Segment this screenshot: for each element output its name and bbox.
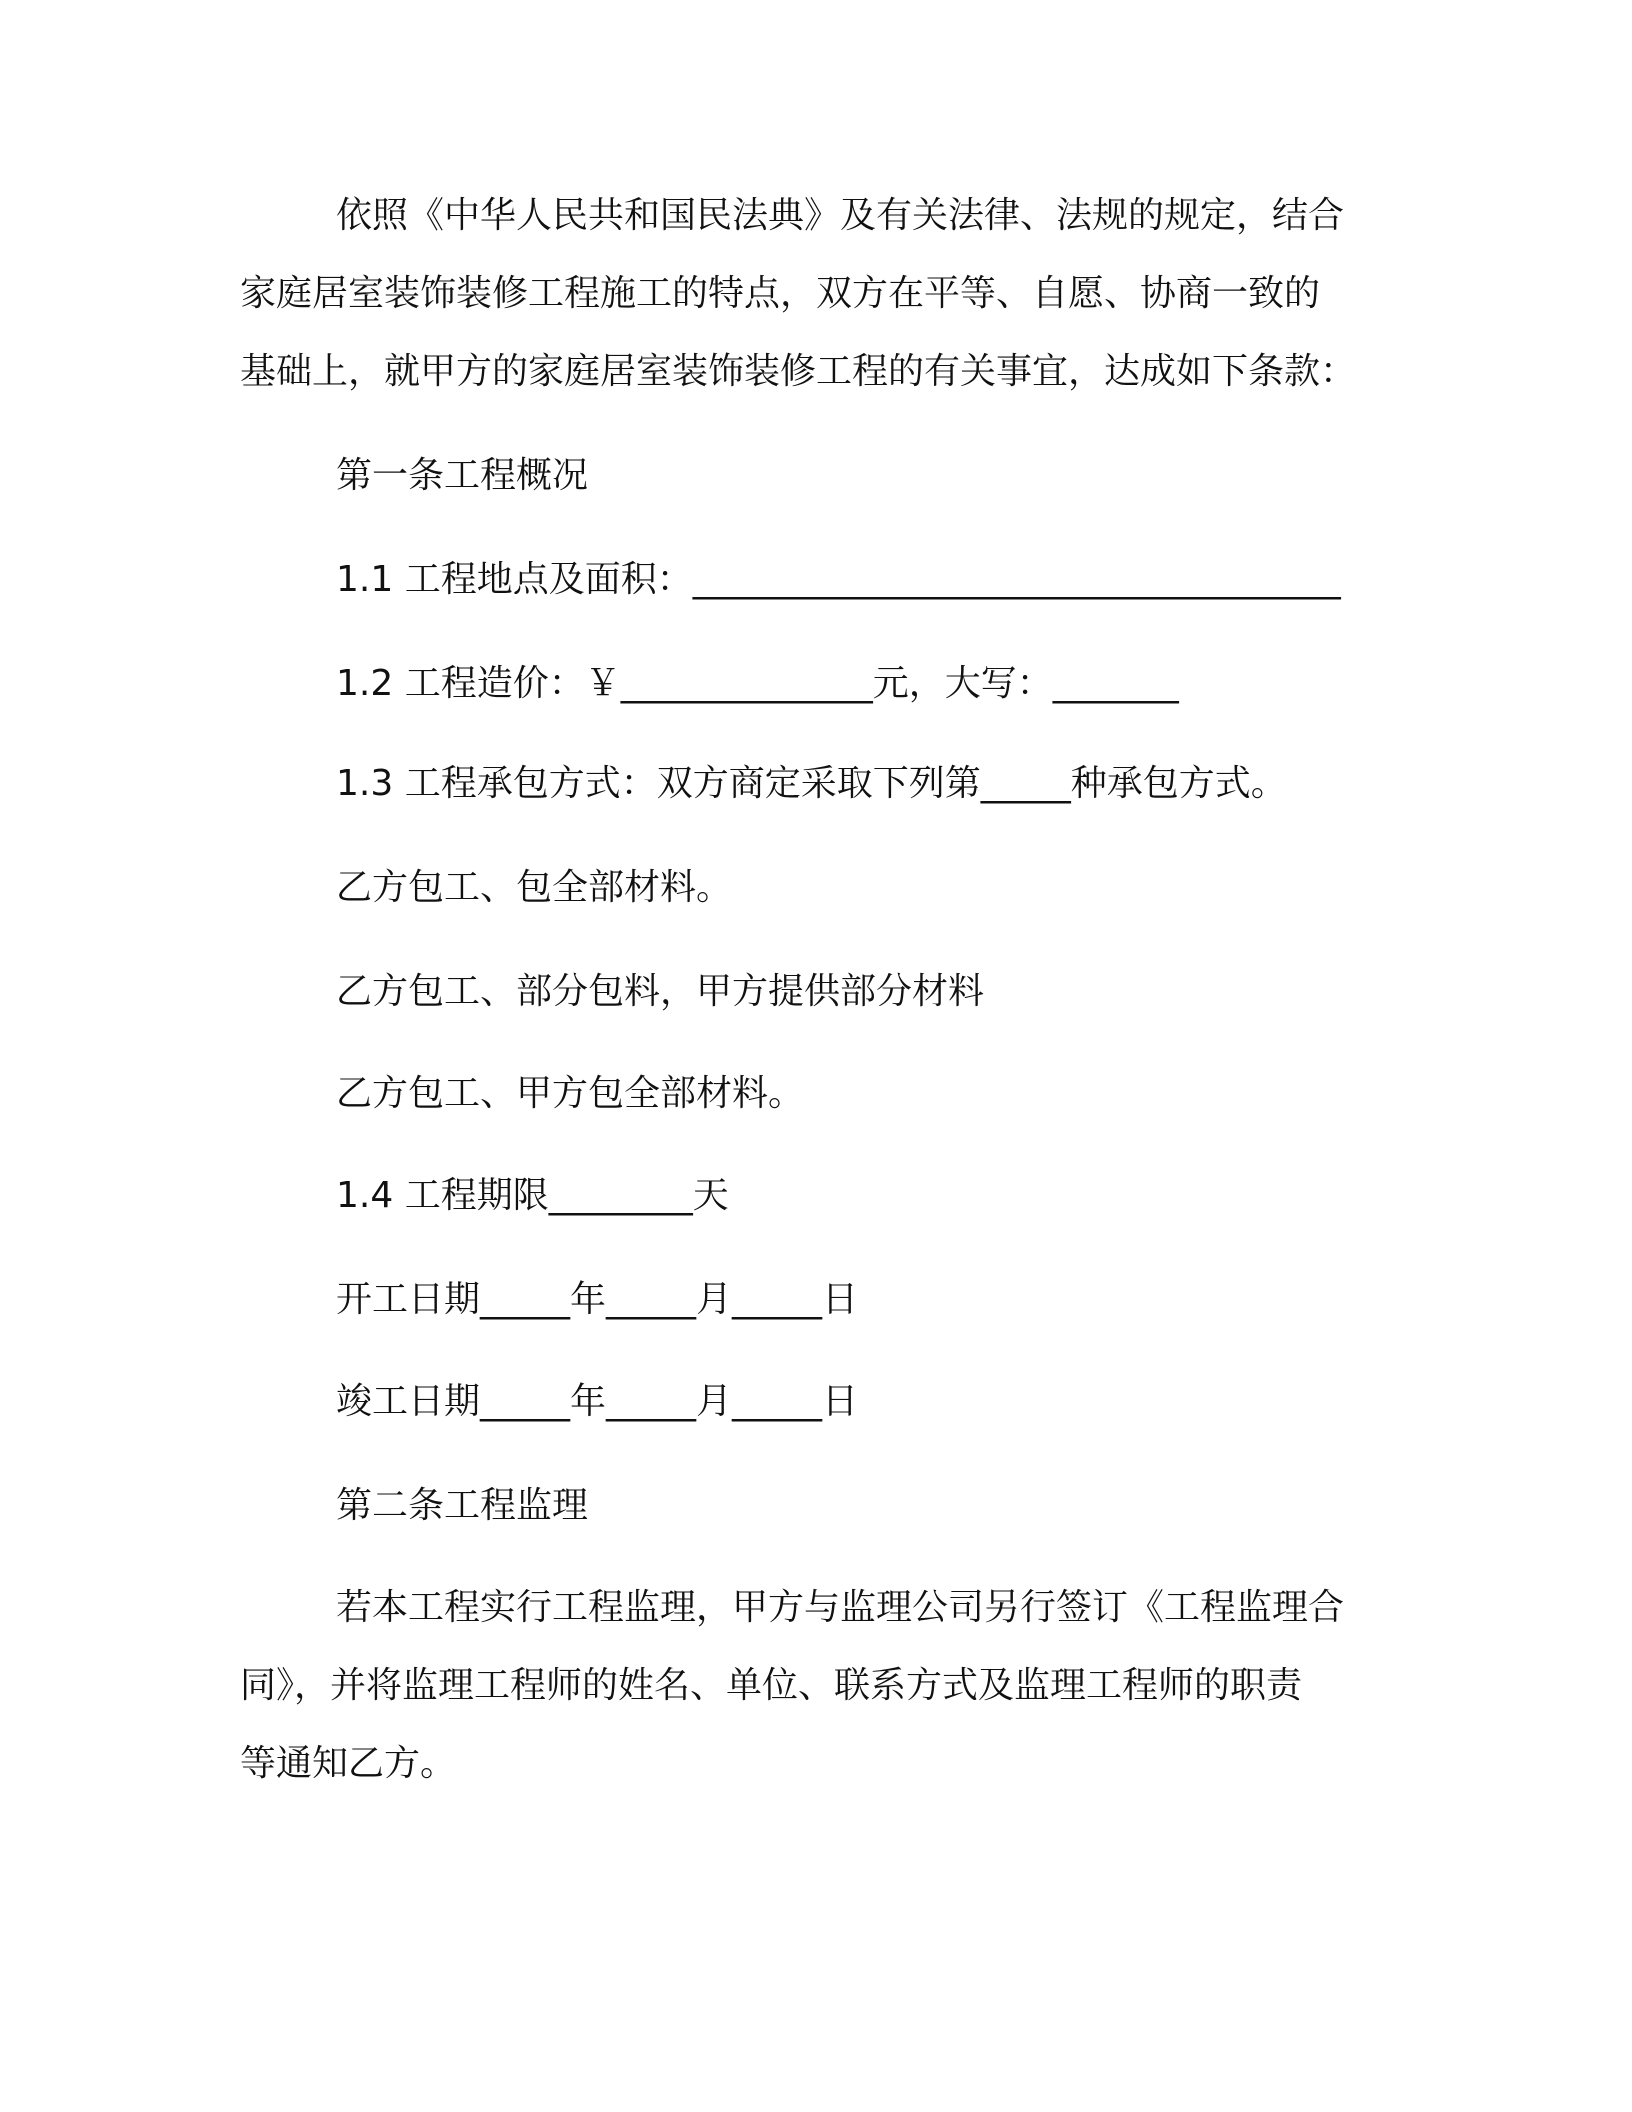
end-date-line: 竣工日期_____年_____月_____日: [336, 1381, 859, 1422]
option-1: 乙方包工、包全部材料。: [336, 867, 733, 908]
start-date-line: 开工日期_____年_____月_____日: [336, 1279, 859, 1320]
intro-line-1: 依照《中华人民共和国民法典》及有关法律、法规的规定，结合: [336, 195, 1345, 236]
option-2: 乙方包工、部分包料，甲方提供部分材料: [336, 971, 985, 1012]
item-1-1: 1.1 工程地点及面积：____________________________________: [336, 559, 1341, 600]
article-2-line-2: 同》，并将监理工程师的姓名、单位、联系方式及监理工程师的职责: [240, 1665, 1303, 1706]
article-2-line-3: 等通知乙方。: [240, 1743, 457, 1784]
article-2-line-1: 若本工程实行工程监理，甲方与监理公司另行签订《工程监理合: [336, 1587, 1345, 1628]
item-1-2: 1.2 工程造价：￥______________元，大写：_______: [336, 663, 1179, 704]
intro-line-2: 家庭居室装饰装修工程施工的特点，双方在平等、自愿、协商一致的: [240, 273, 1321, 314]
article-2-heading: 第二条工程监理: [336, 1485, 589, 1526]
article-1-heading: 第一条工程概况: [336, 455, 589, 496]
item-1-4-duration: 1.4 工程期限________天: [336, 1175, 729, 1216]
intro-line-3: 基础上，就甲方的家庭居室装饰装修工程的有关事宜，达成如下条款：: [240, 351, 1357, 392]
item-1-3: 1.3 工程承包方式：双方商定采取下列第_____种承包方式。: [336, 763, 1287, 804]
option-3: 乙方包工、甲方包全部材料。: [336, 1073, 805, 1114]
